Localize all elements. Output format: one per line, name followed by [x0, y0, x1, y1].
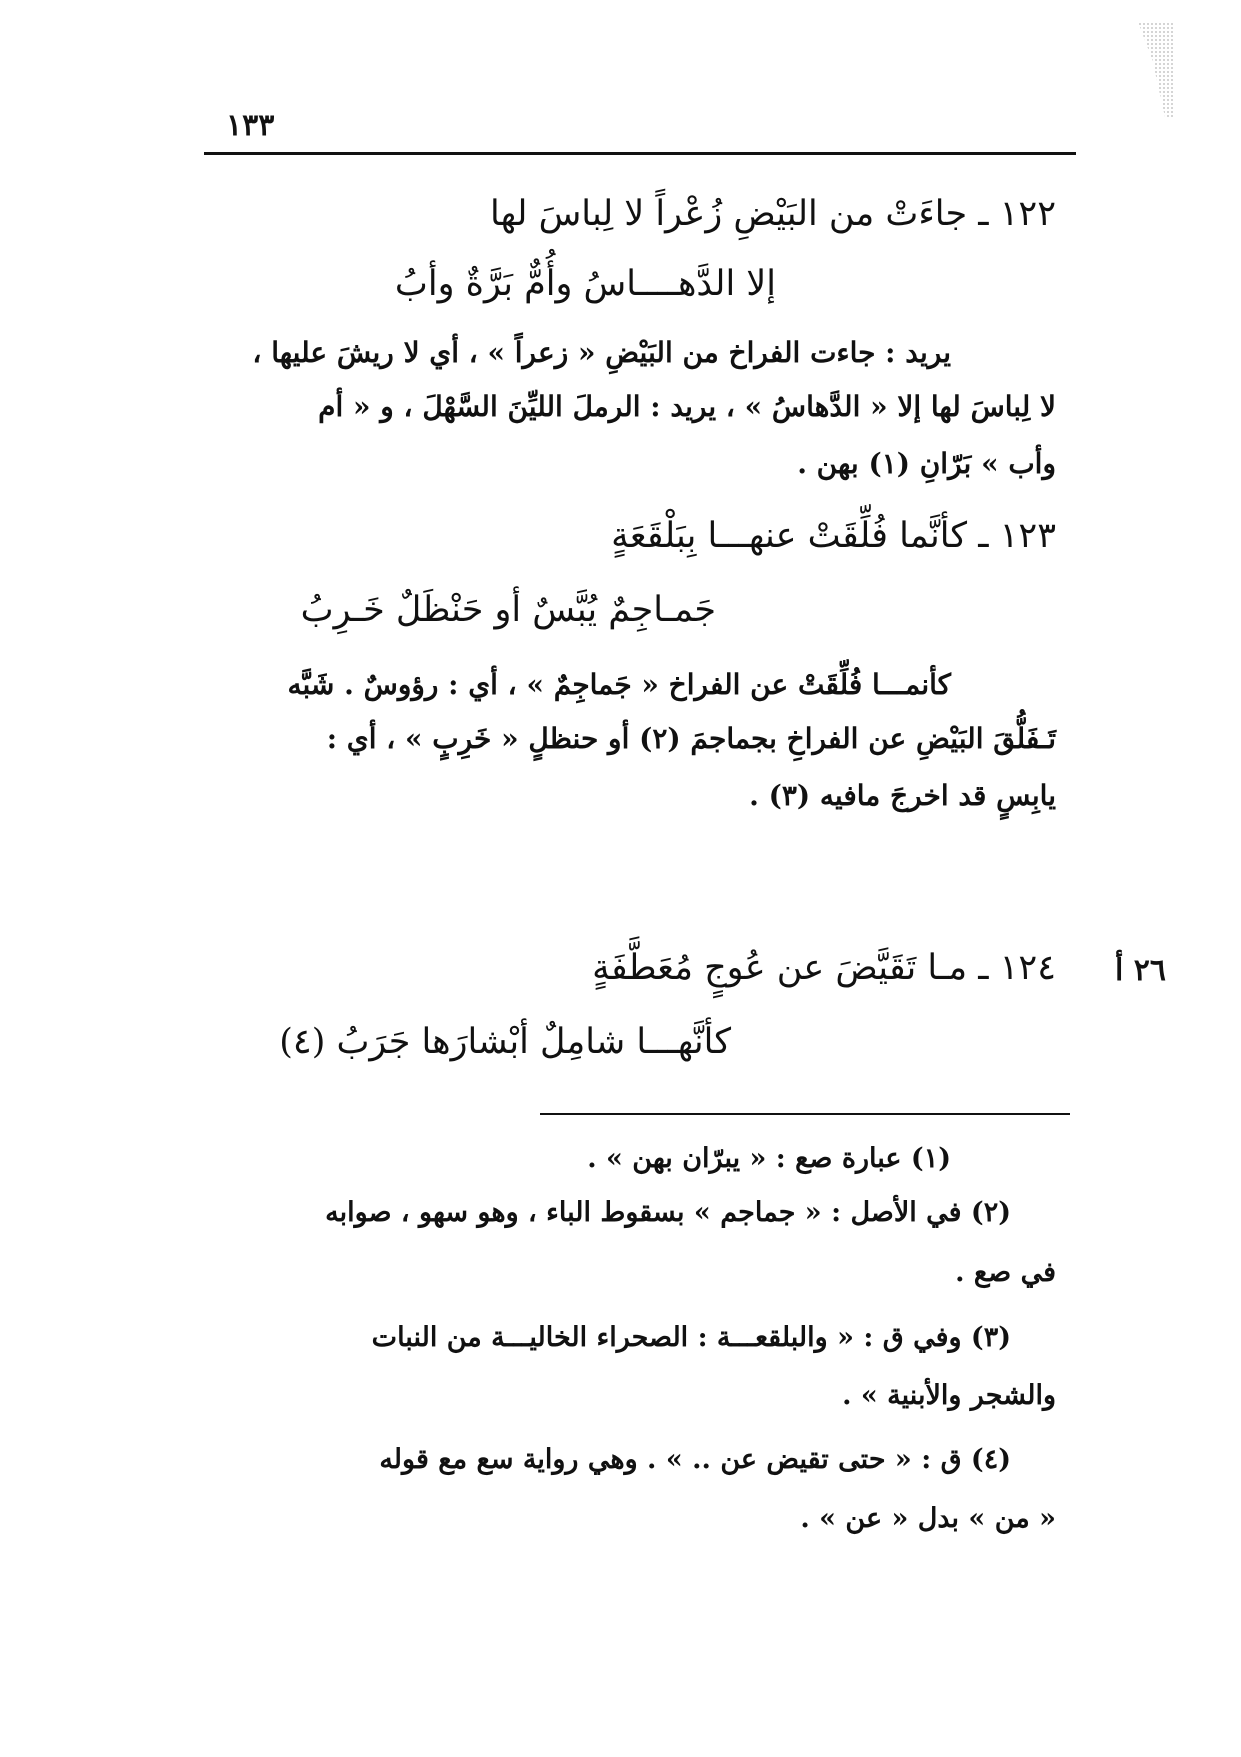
footnote-rule — [540, 1113, 1070, 1115]
commentary-line-2: لا لِباسَ لها إلا « الدَّهاسُ » ، يريد : الرملَ الليِّنَ السَّهْلَ ، و « أم — [318, 390, 1056, 423]
verse-124-second-hemistich: كأنَّهـــا شامِلٌ أبْشارَها جَرَبُ (٤) — [279, 1022, 731, 1062]
verse-124-first-hemistich: ١٢٤ ـ مـا تَقَيَّضَ عن عُوجٍ مُعَطَّفَةٍ — [592, 948, 1056, 988]
page-number: ١٣٣ — [226, 108, 275, 143]
scan-speckle — [1138, 22, 1174, 117]
margin-folio-marker: ٢٦ أ — [1115, 953, 1167, 988]
verse-123-second-hemistich: جَمـاجِمٌ يُبَّسٌ أو حَنْظَلٌ خَـرِبُ — [300, 590, 716, 630]
verse-123-first-hemistich: ١٢٣ ـ كأنَّما فُلِّقَتْ عنهـــا بِبَلْقَعَةٍ — [611, 516, 1056, 556]
footnote-3-line-2: والشجر والأبنية » . — [842, 1380, 1056, 1411]
footnote-2-line-1: (٢) في الأصل : « جماجم » بسقوط الباء ، وهو سهو ، صوابه — [325, 1197, 1011, 1228]
footnote-2-line-2: في صع . — [955, 1257, 1056, 1288]
verse-122-first-hemistich: ١٢٢ ـ جاءَتْ من البَيْضِ زُعْراً لا لِباسَ لها — [489, 194, 1056, 234]
footnote-1: (١) عبارة صع : « يبرّان بهن » . — [587, 1143, 951, 1174]
commentary-line-5: تَـفَلُّقَ البَيْضِ عن الفراخِ بجماجمَ (٢) أو حنظلٍ « خَرِبٍ » ، أي : — [326, 722, 1056, 755]
footnote-4-line-1: (٤) ق : « حتى تقيض عن .. » . وهي رواية سع مع قوله — [379, 1444, 1011, 1475]
commentary-line-1: يريد : جاءت الفراخ من البَيْضِ « زعراً » ، أي لا ريشَ عليها ، — [252, 336, 951, 369]
commentary-line-4: كأنمـــا فُلِّقَتْ عن الفراخ « جَماجِمٌ » ، أي : رؤوسٌ . شَبَّه — [287, 668, 951, 701]
footnote-3-line-1: (٣) وفي ق : « والبلقعـــة : الصحراء الخاليـــة من النبات — [371, 1322, 1011, 1353]
footnote-4-line-2: « من » بدل « عن » . — [800, 1503, 1056, 1534]
header-rule — [204, 152, 1076, 155]
verse-122-second-hemistich: إلا الدَّهــــاسُ وأُمٌّ بَرَّةٌ وأبُ — [394, 264, 776, 304]
commentary-line-3: وأب » بَرّانِ (١) بهن . — [797, 447, 1056, 480]
commentary-line-6: يابِسٍ قد اخرجَ مافيه (٣) . — [749, 779, 1056, 812]
